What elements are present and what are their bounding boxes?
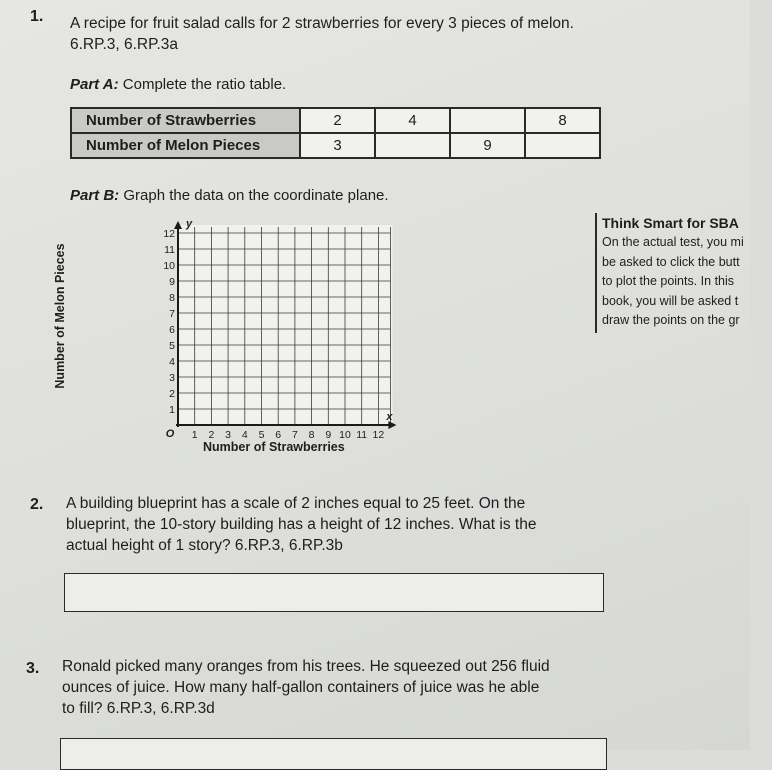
table-cell-blank[interactable] [450,108,525,133]
x-tick-label: 6 [275,429,282,441]
question-3-answer-box[interactable] [60,738,607,770]
x-tick-label: 5 [258,429,265,441]
y-tick-label: 6 [169,324,175,336]
x-tick-label: 1 [191,429,198,441]
part-b-text: Graph the data on the coordinate plane. [123,187,389,204]
table-row-strawberries [71,108,600,133]
part-b-label: Part B: [70,187,120,204]
x-tick-label: 2 [208,429,215,441]
y-tick-label: 2 [169,388,175,400]
y-tick-label: 10 [163,260,175,272]
sidebar-line: be asked to click the butt [602,254,740,269]
y-tick-label: 4 [169,356,175,368]
grid-background [178,225,392,425]
y-tick-label: 7 [169,308,175,320]
x-axis-label: Number of Strawberries [203,440,345,454]
table-cell: 9 [450,133,525,158]
sidebar-line: On the actual test, you mi [602,235,744,249]
question-2-line: actual height of 1 story? 6.RP.3, 6.RP.3b [66,537,343,554]
y-tick-label: 5 [169,340,175,352]
question-1-number: 1. [30,8,44,25]
sidebar-line: to plot the points. In this [602,274,735,288]
y-tick-label: 8 [169,292,175,304]
question-1-standards: 6.RP.3, 6.RP.3a [70,36,179,53]
x-tick-label: 7 [291,429,298,441]
table-cell: 3 [300,133,375,158]
think-smart-sidebar [595,213,772,333]
part-a-text: Complete the ratio table. [122,76,287,93]
x-axis-letter: x [386,411,393,423]
question-2-line: A building blueprint has a scale of 2 inches equal to 25 feet. On the [66,495,526,512]
question-3-text [62,656,550,719]
x-tick-label: 10 [339,429,351,441]
ratio-table [70,107,601,159]
table-cell-blank[interactable] [525,133,600,158]
part-a-label: Part A: [70,76,119,93]
sidebar-line: book, you will be asked t [602,293,739,308]
table-cell: 4 [375,108,450,133]
question-3-line: ounces of juice. How many half-gallon containers of juice was he able [62,679,540,696]
table-cell-blank[interactable] [375,133,450,158]
question-3-line: Ronald picked many oranges from his trees. He squeezed out 256 fluid [62,658,550,675]
y-tick-label: 9 [169,276,175,288]
question-3-number: 3. [26,660,40,677]
x-tick-label: 11 [356,429,368,441]
question-2-line: blueprint, the 10-story building has a height of 12 inches. What is the [66,516,537,533]
coordinate-grid-svg[interactable] [130,214,393,464]
question-1-text [70,13,574,55]
question-3-line: to fill? 6.RP.3, 6.RP.3d [62,700,215,717]
y-tick-label: 1 [169,404,175,416]
part-a [70,76,286,93]
question-2-number: 2. [30,496,44,513]
part-b [70,187,389,204]
coordinate-plane[interactable] [130,214,393,464]
y-tick-label: 11 [164,244,175,256]
x-tick-label: 3 [225,429,232,441]
table-header-melon: Number of Melon Pieces [71,133,300,158]
question-2-answer-box[interactable] [64,573,604,612]
x-tick-label: 12 [372,429,385,441]
sidebar-line: draw the points on the gr [602,313,740,327]
y-tick-label: 3 [169,372,175,384]
question-1-line-1: A recipe for fruit salad calls for 2 strawberries for every 3 pieces of melon. [70,15,574,32]
origin-label: O [165,428,175,440]
x-tick-label: 4 [241,429,248,441]
table-row-melon [71,133,600,158]
y-tick-label: 12 [163,228,175,240]
table-cell: 8 [525,108,600,133]
y-axis-label: Number of Melon Pieces [53,243,67,389]
table-header-strawberries: Number of Strawberries [71,108,300,133]
x-tick-label: 9 [325,429,332,441]
x-tick-label: 8 [308,429,315,441]
y-axis-letter: y [186,218,193,230]
table-cell: 2 [300,108,375,133]
question-2-text [66,493,536,556]
sidebar-title: Think Smart for SBA [602,215,739,231]
